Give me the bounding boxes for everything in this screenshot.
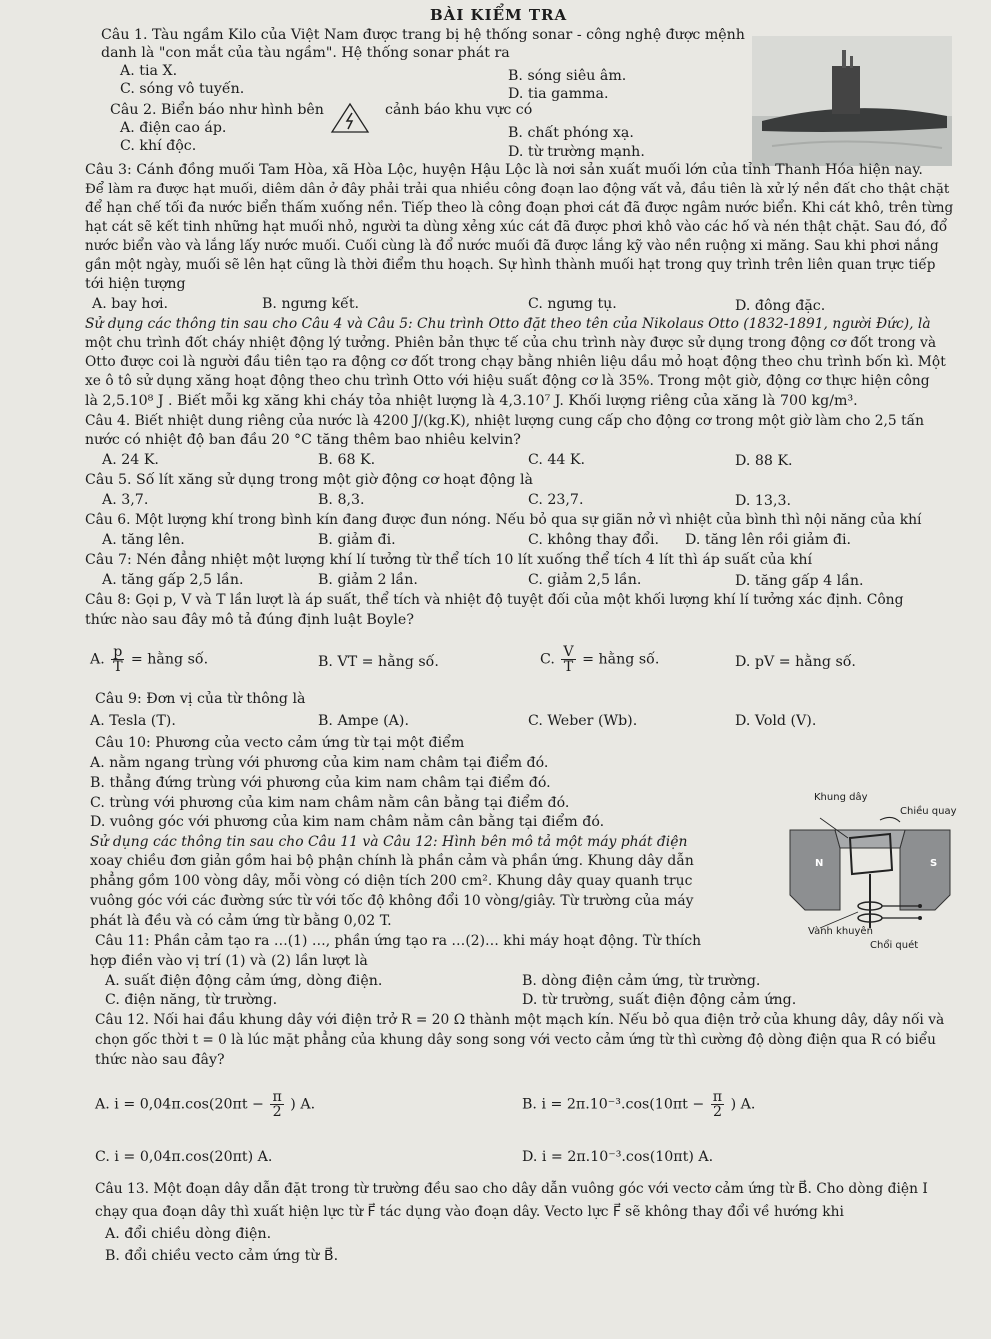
q4-option-d: D. 88 K. bbox=[735, 453, 793, 469]
q12-a-denominator: 2 bbox=[272, 1104, 282, 1120]
label-chieu-quay: Chiều quay bbox=[900, 806, 957, 817]
q12-option-b bbox=[522, 1090, 755, 1119]
q3-option-a: A. bay hơi. bbox=[92, 296, 169, 312]
q11-option-c: C. điện năng, từ trường. bbox=[105, 992, 278, 1008]
q12-stem-line3: thức nào sau đây? bbox=[95, 1052, 225, 1068]
q3-option-b: B. ngưng kết. bbox=[262, 296, 360, 312]
q8-a-denominator: T bbox=[113, 659, 123, 675]
q11-option-d: D. từ trường, suất điện động cảm ứng. bbox=[522, 992, 797, 1008]
q6-option-b: B. giảm đi. bbox=[318, 532, 396, 548]
q10-option-d: D. vuông góc với phương của kim nam châm nằm cân bằng tại điểm đó. bbox=[90, 814, 605, 830]
q8-option-c-fraction bbox=[561, 645, 575, 674]
q1-stem-line1: Câu 1. Tàu ngầm Kilo của Việt Nam được trang bị hệ thống sonar - công nghệ được mệnh bbox=[101, 27, 745, 43]
info-q4-q5-line5: là 2,5.10⁸ J . Biết mỗi kg xăng khi cháy tỏa nhiệt lượng là 4,3.10⁷ J. Khối lượng riêng của xăng là 700 kg/m³. bbox=[85, 393, 858, 409]
q12-stem-line1: Câu 12. Nối hai đầu khung dây với điện trở R = 20 Ω thành một mạch kín. Nếu bỏ qua điện trở của khung dây, dây nối và bbox=[95, 1012, 945, 1028]
q7-option-d: D. tăng gấp 4 lần. bbox=[735, 573, 864, 589]
q8-option-c-rest: = hằng số. bbox=[582, 651, 660, 668]
q8-c-denominator: T bbox=[563, 659, 574, 675]
q4-stem-line1: Câu 4. Biết nhiệt dung riêng của nước là 4200 J/(kg.K), nhiệt lượng cung cấp cho động cơ trong một giờ làm cho 2,5 tấn bbox=[85, 413, 924, 429]
q8-c-numerator: V bbox=[563, 644, 574, 660]
q8-option-a-rest: = hằng số. bbox=[130, 651, 209, 668]
q12-b-numerator: π bbox=[712, 1089, 723, 1105]
q8-option-b: B. VT = hằng số. bbox=[318, 654, 439, 670]
q8-a-numerator: p bbox=[113, 644, 123, 660]
q8-option-a-fraction bbox=[111, 645, 124, 674]
info-q4-q5-line3: Otto được coi là người đầu tiên tạo ra động cơ đốt trong chạy bằng nhiên liệu dầu mỏ hoạt động theo chu trình bốn kì. Một bbox=[85, 354, 946, 370]
info-q11-q12-line1: Sử dụng các thông tin sau cho Câu 11 và Câu 12: Hình bên mô tả một máy phát điện bbox=[90, 834, 688, 850]
magnet-south-label: S bbox=[930, 858, 938, 869]
label-vanh-khuyen: Vành khuyên bbox=[808, 926, 873, 937]
q10-stem: Câu 10: Phương của vecto cảm ứng từ tại một điểm bbox=[95, 735, 465, 751]
label-khung-day: Khung dây bbox=[814, 792, 868, 803]
high-voltage-sign-icon bbox=[330, 102, 370, 134]
q11-stem-line2: hợp điền vào vị trí (1) và (2) lần lượt là bbox=[90, 953, 368, 969]
info-q11-q12-line4: vuông góc với các đường sức từ với tốc độ không đổi 10 vòng/giây. Từ trường của máy bbox=[90, 893, 694, 909]
q6-stem: Câu 6. Một lượng khí trong bình kín đang được đun nóng. Nếu bỏ qua sự giãn nở vì nhiệt của bình thì nội năng của khí bbox=[85, 512, 922, 528]
q10-option-a: A. nằm ngang trùng với phương của kim nam châm tại điểm đó. bbox=[90, 755, 549, 771]
magnet-north-label: N bbox=[815, 858, 824, 869]
q4-stem-line2: nước có nhiệt độ ban đầu 20 °C tăng thêm bao nhiêu kelvin? bbox=[85, 432, 521, 448]
q2-stem-part2: cảnh báo khu vực có bbox=[385, 102, 533, 118]
q13-option-b: B. đổi chiều vecto cảm ứng từ B⃗. bbox=[105, 1248, 339, 1264]
q9-stem: Câu 9: Đơn vị của từ thông là bbox=[95, 691, 306, 707]
q9-option-a: A. Tesla (T). bbox=[90, 713, 176, 729]
q9-option-b: B. Ampe (A). bbox=[318, 713, 409, 729]
q9-option-c: C. Weber (Wb). bbox=[528, 713, 638, 729]
q3-stem-line7: tới hiện tượng bbox=[85, 276, 186, 292]
q3-stem-line6: gần một ngày, muối sẽ lên hạt cũng là thời điểm thu hoạch. Sự hình thành muối hạt trong quy trình trên liên quan trực tiếp bbox=[85, 257, 936, 273]
q12-option-a bbox=[95, 1090, 315, 1119]
q12-option-a-rest: ) A. bbox=[290, 1096, 316, 1113]
q13-stem-line1: Câu 13. Một đoạn dây dẫn đặt trong từ trường đều sao cho dây dẫn vuông góc với vectơ cảm ứng từ B⃗. Cho dòng điện I bbox=[95, 1181, 928, 1197]
q8-option-c-label: C. bbox=[540, 651, 555, 668]
q2-stem-part1: Câu 2. Biển báo như hình bên bbox=[110, 102, 324, 118]
q13-option-a: A. đổi chiều dòng điện. bbox=[105, 1226, 272, 1242]
q12-option-d: D. i = 2π.10⁻³.cos(10πt) A. bbox=[522, 1149, 714, 1165]
info-q11-q12-line5: phát là đều và có cảm ứng từ bằng 0,02 T. bbox=[90, 913, 392, 929]
q12-option-b-main: i = 2π.10⁻³.cos(10πt − bbox=[541, 1096, 705, 1113]
q7-option-a: A. tăng gấp 2,5 lần. bbox=[102, 572, 244, 588]
q7-option-b: B. giảm 2 lần. bbox=[318, 572, 418, 588]
q12-stem-line2: chọn gốc thời t = 0 là lúc mặt phẳng của khung dây song song với vecto cảm ứng từ thì cường độ dòng điện qua R có biểu bbox=[95, 1032, 936, 1048]
q12-option-a-main: i = 0,04π.cos(20πt − bbox=[114, 1096, 264, 1113]
q11-stem-line1: Câu 11: Phần cảm tạo ra …(1) …, phần ứng tạo ra …(2)… khi máy hoạt động. Từ thích bbox=[95, 933, 702, 949]
q3-stem-line3: để hạn chế tối đa nước biển thấm xuống nền. Tiếp theo là công đoạn phơi cát đã được ngâm nước biển. Khi cát khô, trên từng bbox=[85, 200, 954, 216]
q5-stem: Câu 5. Số lít xăng sử dụng trong một giờ động cơ hoạt động là bbox=[85, 472, 533, 488]
q3-option-d: D. đông đặc. bbox=[735, 298, 826, 314]
q8-option-d: D. pV = hằng số. bbox=[735, 654, 856, 670]
info-q11-q12-line2: xoay chiều đơn giản gồm hai bộ phận chính là phần cảm và phần ứng. Khung dây dẫn bbox=[90, 853, 694, 869]
info-q4-q5-line2: một chu trình đốt cháy nhiệt động lý tưởng. Phiên bản thực tế của chu trình này được sử dụng trong động cơ đốt trong và bbox=[85, 335, 937, 351]
q12-option-b-rest: ) A. bbox=[730, 1096, 756, 1113]
q8-option-a-label: A. bbox=[90, 651, 105, 668]
q3-option-c: C. ngưng tụ. bbox=[528, 296, 617, 312]
q2-option-a: A. điện cao áp. bbox=[120, 120, 227, 136]
q3-stem-line1: Câu 3: Cánh đồng muối Tam Hòa, xã Hòa Lộc, huyện Hậu Lộc là nơi sản xuất muối lớn của tỉnh Thanh Hóa hiện nay. bbox=[85, 162, 923, 178]
q3-stem-line2: Để làm ra được hạt muối, diêm dân ở đây phải trải qua nhiều công đoạn lao động vất vả, đầu tiên là xử lý nền đất cho thật chặt bbox=[85, 182, 950, 197]
q2-option-d: D. từ trường mạnh. bbox=[508, 144, 645, 160]
q12-option-a-fraction bbox=[270, 1090, 283, 1119]
q11-option-b: B. dòng điện cảm ứng, từ trường. bbox=[522, 973, 761, 989]
q8-option-a bbox=[90, 645, 208, 674]
q1-option-b: B. sóng siêu âm. bbox=[508, 68, 627, 84]
q6-option-d: D. tăng lên rồi giảm đi. bbox=[685, 532, 852, 548]
q12-option-a-label: A. bbox=[95, 1096, 110, 1113]
q3-stem-line4: hạt cát sẽ kết tinh những hạt muối nhỏ, người ta dùng xẻng xúc cát đã được phơi khô vào các hố và nén thật chặt. Sau đó, đổ bbox=[85, 219, 948, 235]
q5-option-c: C. 23,7. bbox=[528, 492, 584, 508]
q1-stem-line2: danh là "con mắt của tàu ngầm". Hệ thống sonar phát ra bbox=[101, 45, 510, 61]
q2-option-c: C. khí độc. bbox=[120, 138, 197, 154]
q4-option-c: C. 44 K. bbox=[528, 452, 586, 468]
q12-option-c: C. i = 0,04π.cos(20πt) A. bbox=[95, 1149, 273, 1165]
q8-stem-line1: Câu 8: Gọi p, V và T lần lượt là áp suất, thể tích và nhiệt độ tuyệt đối của một khối lượng khí lí tưởng xác định. Công bbox=[85, 592, 904, 608]
q8-option-c bbox=[540, 645, 659, 674]
info-q11-q12-line3: phẳng gồm 100 vòng dây, mỗi vòng có diện tích 200 cm². Khung dây quay quanh trục bbox=[90, 873, 693, 889]
submarine-photo bbox=[752, 36, 952, 166]
label-choi-quet: Chổi quét bbox=[870, 940, 919, 951]
q12-b-denominator: 2 bbox=[712, 1104, 722, 1120]
q5-option-a: A. 3,7. bbox=[102, 492, 149, 508]
q5-option-b: B. 8,3. bbox=[318, 492, 365, 508]
q12-option-b-fraction bbox=[711, 1090, 724, 1119]
q3-stem-line5: nước biển vào và lắng lấy nước muối. Cuối cùng là đổ nước muối đã được lắng kỹ vào nền ruộng xi măng. Sau khi phơi nắng bbox=[85, 238, 939, 254]
q9-option-d: D. Vold (V). bbox=[735, 713, 817, 729]
q5-option-d: D. 13,3. bbox=[735, 493, 791, 509]
q10-option-b: B. thẳng đứng trùng với phương của kim nam châm tại điểm đó. bbox=[90, 775, 551, 791]
q13-stem-line2: chạy qua đoạn dây thì xuất hiện lực từ F⃗ tác dụng vào đoạn dây. Vecto lực F⃗ sẽ không thay đổi về hướng khi bbox=[95, 1204, 844, 1220]
q6-option-a: A. tăng lên. bbox=[102, 532, 185, 548]
q12-a-numerator: π bbox=[272, 1089, 282, 1105]
q1-option-c: C. sóng vô tuyến. bbox=[120, 81, 245, 97]
q1-option-d: D. tia gamma. bbox=[508, 86, 609, 102]
q2-option-b: B. chất phóng xạ. bbox=[508, 125, 634, 141]
q6-option-c: C. không thay đổi. bbox=[528, 532, 660, 548]
q4-option-a: A. 24 K. bbox=[102, 452, 159, 468]
q7-stem: Câu 7: Nén đẳng nhiệt một lượng khí lí tưởng từ thể tích 10 lít xuống thể tích 4 lít thì áp suất của khí bbox=[85, 552, 813, 568]
info-q4-q5-line1: Sử dụng các thông tin sau cho Câu 4 và Câu 5: Chu trình Otto đặt theo tên của Nikolaus Otto (1832-1891, người Đức), là bbox=[85, 316, 931, 332]
q4-option-b: B. 68 K. bbox=[318, 452, 376, 468]
q11-option-a: A. suất điện động cảm ứng, dòng điện. bbox=[105, 973, 383, 989]
exam-title: BÀI KIỂM TRA bbox=[430, 6, 568, 24]
info-q4-q5-line4: xe ô tô sử dụng xăng hoạt động theo chu trình Otto với hiệu suất động cơ là 35%. Trong một giờ, động cơ thực hiện công bbox=[85, 373, 930, 389]
q10-option-c: C. trùng với phương của kim nam châm nằm cân bằng tại điểm đó. bbox=[90, 795, 570, 811]
q8-stem-line2: thức nào sau đây mô tả đúng định luật Boyle? bbox=[85, 612, 414, 628]
q1-option-a: A. tia X. bbox=[120, 63, 178, 79]
q7-option-c: C. giảm 2,5 lần. bbox=[528, 572, 642, 588]
q12-option-b-label: B. bbox=[522, 1096, 537, 1113]
